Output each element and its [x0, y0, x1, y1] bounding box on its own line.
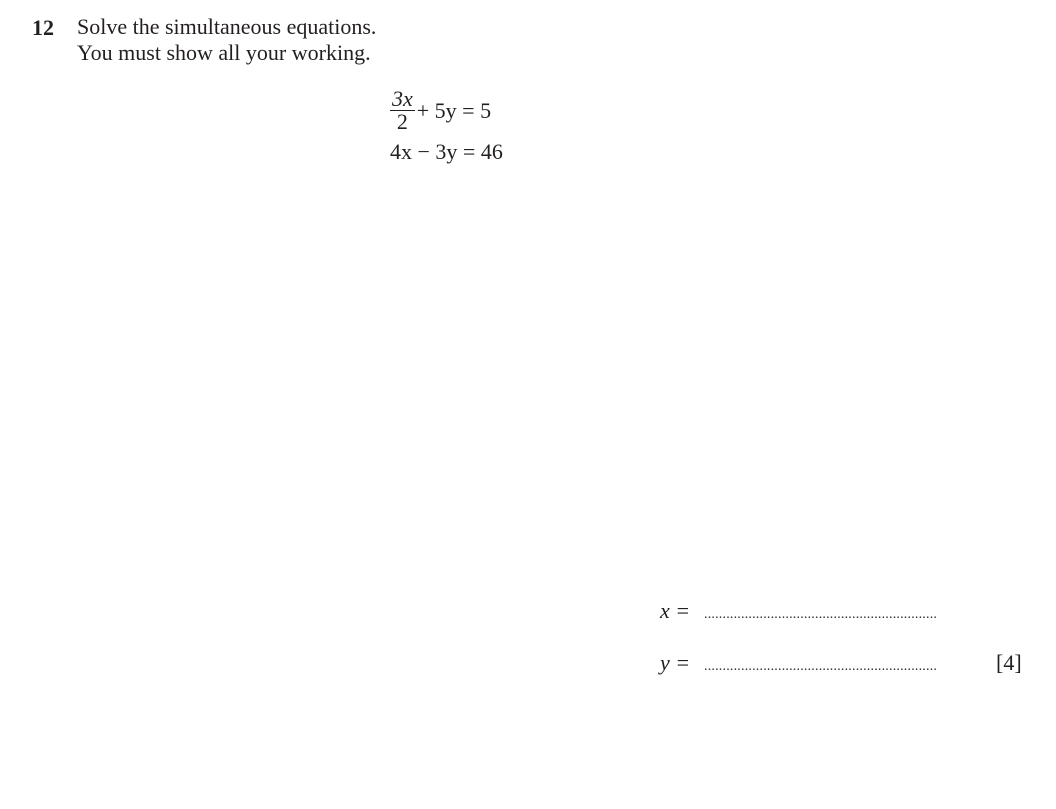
- fraction-3x-over-2: [390, 85, 415, 134]
- equation-2: 4x − 3y = 46: [390, 139, 503, 164]
- answer-x-field[interactable]: ...............................................................: [704, 607, 938, 622]
- question-number: 12: [32, 15, 54, 40]
- answer-y-label: y =: [660, 650, 691, 675]
- instruction-line-2: You must show all your working.: [77, 40, 371, 65]
- equation-1-remainder: + 5y = 5: [416, 98, 492, 123]
- instruction-line-1: Solve the simultaneous equations.: [77, 14, 377, 39]
- answer-y-line: [660, 650, 980, 680]
- equation-1: [390, 86, 503, 134]
- fraction-numerator: 3x: [392, 85, 413, 111]
- marks-label: [4]: [996, 650, 1022, 675]
- fraction-denominator: 2: [396, 108, 408, 134]
- answer-x-line: [660, 598, 980, 628]
- equation-block: [390, 86, 503, 164]
- answer-y-field[interactable]: ...............................................................: [704, 659, 938, 674]
- question-instructions: [77, 14, 376, 66]
- answer-x-label: x =: [660, 598, 691, 623]
